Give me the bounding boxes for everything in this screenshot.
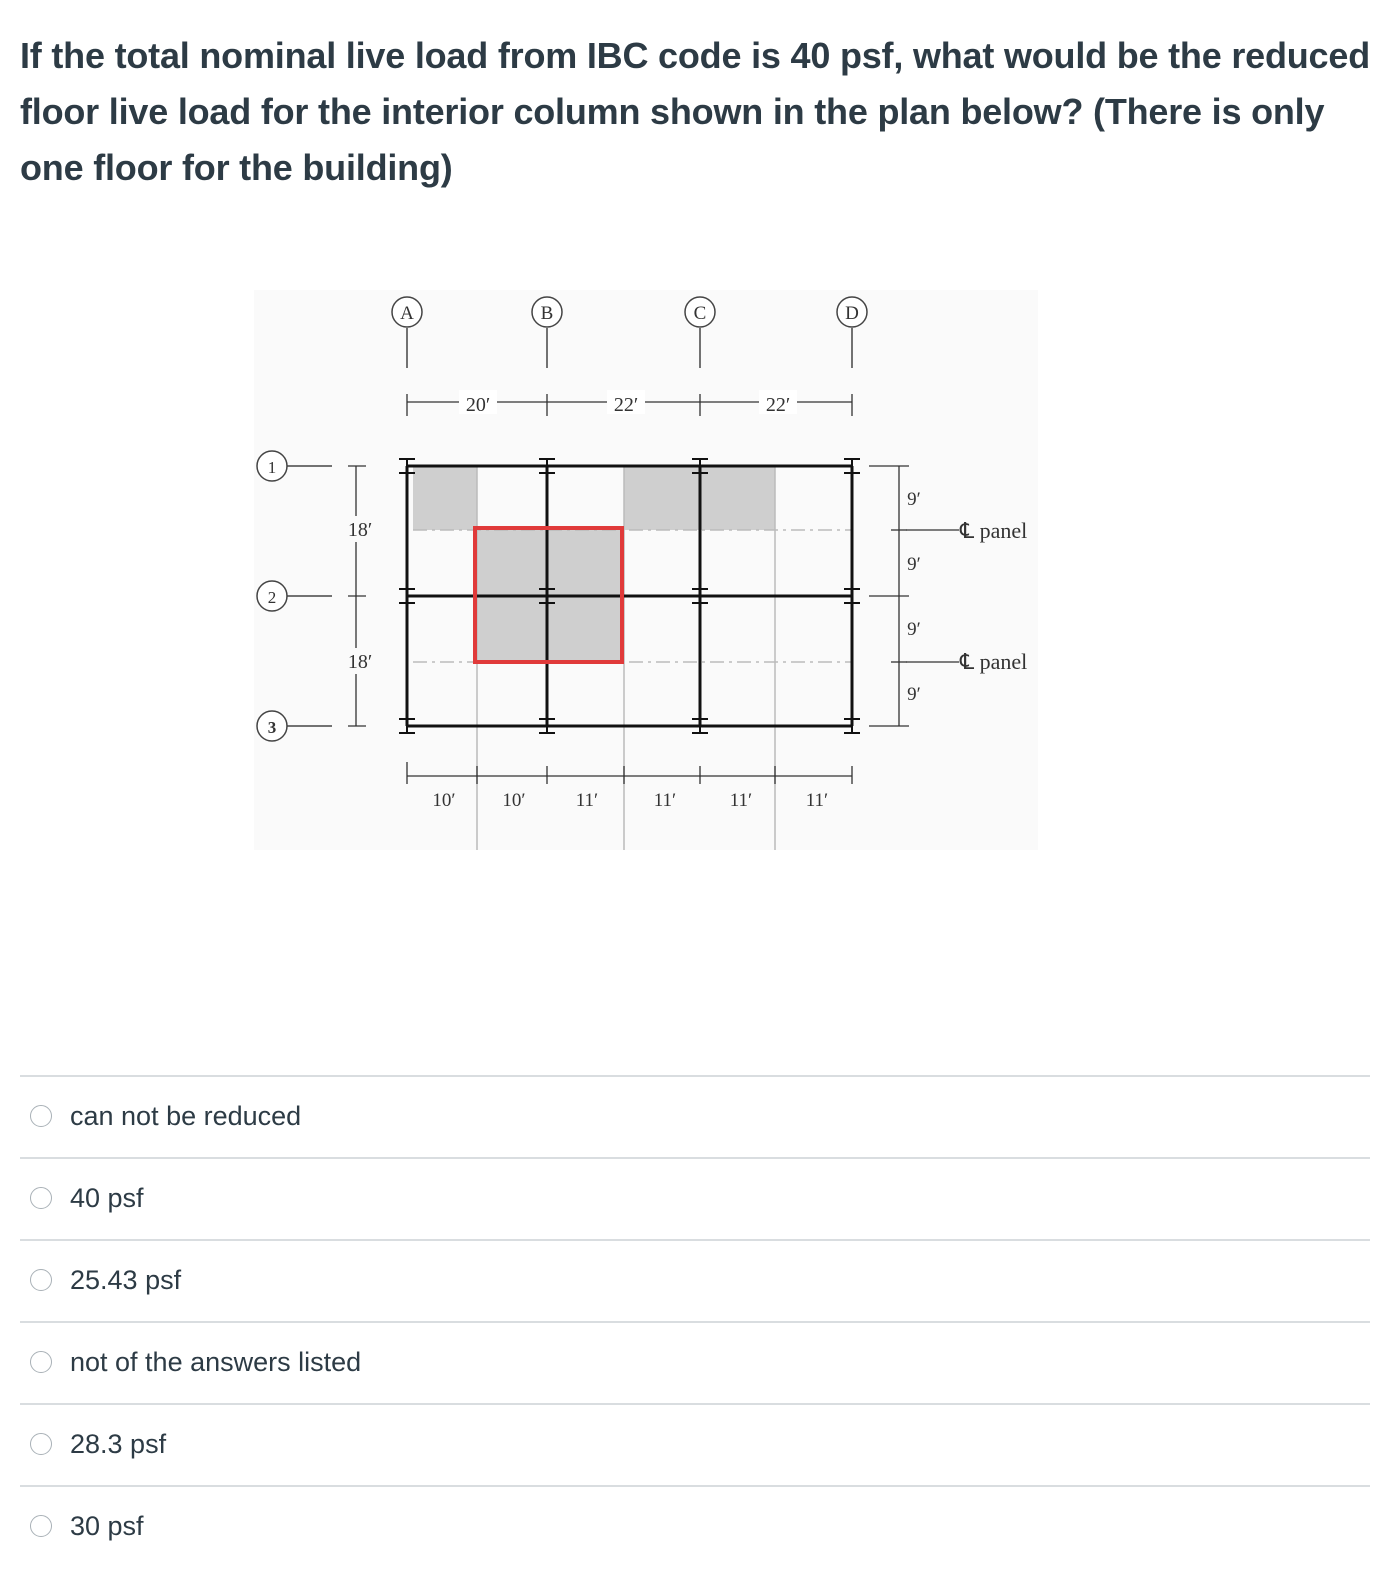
bottom-span-1: 10′ <box>432 790 456 811</box>
answer-option[interactable] <box>20 1321 1370 1403</box>
bottom-span-6: 11′ <box>805 790 829 811</box>
answer-label: 28.3 psf <box>70 1429 167 1459</box>
right-span-2: 9′ <box>907 554 921 575</box>
right-span-1: 9′ <box>907 489 921 510</box>
panel-centerline-label-lower: ℄ panel <box>960 649 1028 674</box>
right-span-3: 9′ <box>907 619 921 640</box>
panel-centerline-label-upper: ℄ panel <box>960 518 1028 543</box>
corner-tributary-area <box>413 466 477 530</box>
bottom-span-2: 10′ <box>502 790 526 811</box>
row-label-2: 2 <box>267 588 277 607</box>
radio-button[interactable] <box>30 1351 52 1373</box>
answer-list <box>20 1075 1370 1567</box>
row-label-1: 1 <box>267 458 277 477</box>
right-span-4: 9′ <box>907 684 921 705</box>
radio-button[interactable] <box>30 1105 52 1127</box>
floor-plan-diagram <box>254 290 1038 850</box>
column-label-b: B <box>540 303 554 324</box>
answer-option[interactable] <box>20 1485 1370 1567</box>
bottom-span-5: 11′ <box>729 790 753 811</box>
column-label-c: C <box>693 303 707 324</box>
answer-label: 30 psf <box>70 1511 144 1541</box>
answer-label: 25.43 psf <box>70 1265 182 1295</box>
column-label-d: D <box>845 303 859 324</box>
left-span-12: 18′ <box>347 519 373 541</box>
floor-plan-figure <box>254 290 1038 850</box>
answer-option[interactable] <box>20 1403 1370 1485</box>
answer-label: 40 psf <box>70 1183 144 1213</box>
answer-option[interactable] <box>20 1239 1370 1321</box>
bottom-span-4: 11′ <box>653 790 677 811</box>
answer-option[interactable] <box>20 1157 1370 1239</box>
radio-button[interactable] <box>30 1433 52 1455</box>
radio-button[interactable] <box>30 1187 52 1209</box>
bottom-span-3: 11′ <box>575 790 599 811</box>
question-text: If the total nominal live load from IBC code is 40 psf, what would be the reduced floor live load for the interior column shown in the plan below? (There is only one floor for the building) <box>20 35 1370 188</box>
left-span-23: 18′ <box>347 651 373 673</box>
answer-label: not of the answers listed <box>70 1347 362 1377</box>
column-label-a: A <box>400 303 414 324</box>
top-span-bc: 22′ <box>613 394 639 416</box>
row-label-3: 3 <box>267 718 277 737</box>
radio-button[interactable] <box>30 1269 52 1291</box>
top-span-cd: 22′ <box>765 394 791 416</box>
radio-button[interactable] <box>30 1515 52 1537</box>
answer-option[interactable] <box>20 1075 1370 1157</box>
answer-label: can not be reduced <box>70 1101 302 1131</box>
top-span-ab: 20′ <box>465 394 491 416</box>
